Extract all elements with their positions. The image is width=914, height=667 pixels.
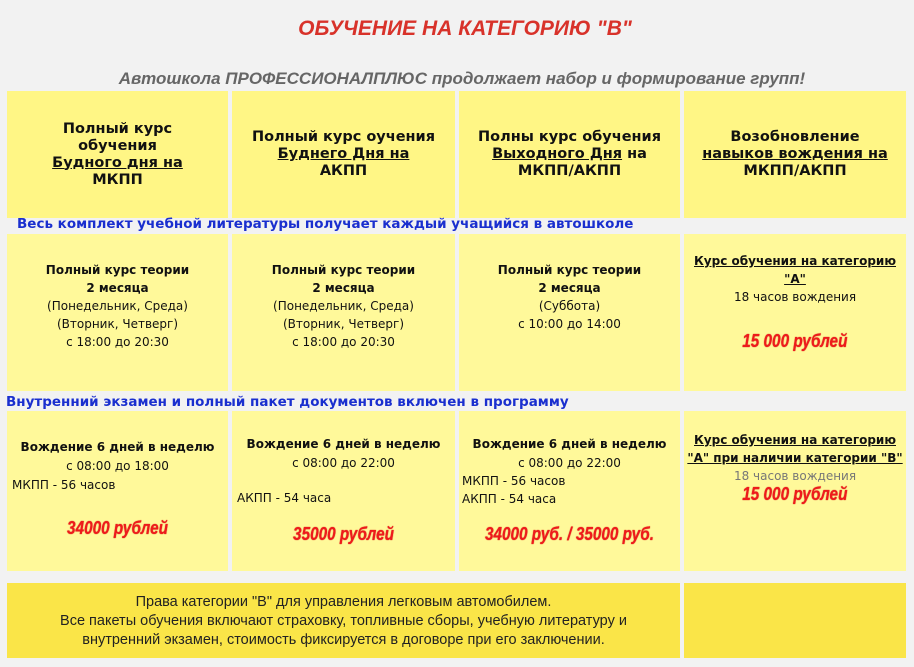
refresh-cell-2 xyxy=(684,411,906,571)
driving-time: с 08:00 до 22:00 xyxy=(292,456,395,470)
banner-exam: Внутренний экзамен и полный пакет документов включен в программу xyxy=(6,394,569,410)
header-text: Полны курс обучения xyxy=(477,129,662,145)
theory-time: с 18:00 до 20:30 xyxy=(66,335,169,349)
theory-days: (Вторник, Четверг) xyxy=(56,317,179,331)
footer-empty-cell xyxy=(684,583,906,658)
header-refresh xyxy=(684,91,906,218)
driving-hours: МКПП - 56 часов xyxy=(462,474,566,488)
driving-cell-3 xyxy=(459,411,680,571)
theory-title: Полный курс теории xyxy=(497,263,642,277)
theory-days: (Вторник, Четверг) xyxy=(282,317,405,331)
driving-price: 34000 рублей xyxy=(67,518,168,538)
header-weekday-manual xyxy=(7,91,228,218)
theory-cell-2 xyxy=(232,234,455,391)
driving-hours: АКПП - 54 часа xyxy=(237,491,332,505)
theory-cell-1 xyxy=(7,234,228,391)
refresh-course-title: Курс обучения на категорию xyxy=(694,433,896,447)
header-text: МКПП xyxy=(92,171,143,188)
driving-time: с 08:00 до 22:00 xyxy=(518,456,621,470)
header-text: обучения xyxy=(78,137,157,154)
theory-days: (Суббота) xyxy=(538,299,601,313)
theory-time: с 10:00 до 14:00 xyxy=(518,317,621,331)
refresh-price: 15 000 рублей xyxy=(742,331,848,351)
refresh-hours: 18 часов вождения xyxy=(733,469,857,483)
driving-price: 35000 рублей xyxy=(293,524,394,544)
theory-duration: 2 месяца xyxy=(312,281,375,295)
footer-line: Все пакеты обучения включают страховку, топливные сборы, учебную литературу и xyxy=(60,613,627,629)
driving-time: с 08:00 до 18:00 xyxy=(66,459,169,473)
refresh-course-category: "А" при наличии категории "В" xyxy=(687,451,903,465)
driving-price: 34000 руб. / 35000 руб. xyxy=(484,524,655,544)
page-subtitle: Автошкола ПРОФЕССИОНАЛПЛЮС продолжает набор и формирование групп! xyxy=(118,69,806,88)
header-text: Полный курс оучения xyxy=(251,129,436,145)
header-text: Полный курс xyxy=(62,120,173,137)
theory-days: (Понедельник, Среда) xyxy=(273,299,414,313)
header-text xyxy=(492,146,647,163)
header-weekday-auto xyxy=(232,91,455,218)
refresh-cell-1 xyxy=(684,234,906,391)
theory-cell-3 xyxy=(459,234,680,391)
header-text: МКПП/АКПП xyxy=(517,163,622,179)
header-text-underlined: Выходного Дня xyxy=(492,146,623,162)
header-text: АКПП xyxy=(319,163,368,179)
header-text: Будного дня на xyxy=(52,154,183,171)
theory-title: Полный курс теории xyxy=(45,263,190,277)
driving-title: Вождение 6 дней в неделю xyxy=(246,437,441,451)
header-text: на xyxy=(622,146,647,162)
refresh-course-category: "А" xyxy=(784,272,806,286)
header-text: Буднего Дня на xyxy=(277,146,410,162)
driving-title: Вождение 6 дней в неделю xyxy=(20,440,215,454)
theory-duration: 2 месяца xyxy=(86,281,149,295)
theory-days: (Понедельник, Среда) xyxy=(47,299,188,313)
driving-cell-2 xyxy=(232,411,455,571)
refresh-course-title: Курс обучения на категорию xyxy=(694,254,896,268)
banner-literature: Весь комплект учебной литературы получает каждый учащийся в автошколе xyxy=(17,216,634,232)
refresh-price: 15 000 рублей xyxy=(742,484,848,504)
driving-cell-1 xyxy=(7,411,228,571)
header-weekend xyxy=(459,91,680,218)
header-text: Возобновление xyxy=(730,129,860,145)
theory-title: Полный курс теории xyxy=(271,263,416,277)
header-text: МКПП/АКПП xyxy=(743,163,847,179)
driving-title: Вождение 6 дней в неделю xyxy=(472,437,667,451)
theory-duration: 2 месяца xyxy=(538,281,601,295)
footer-line: внутренний экзамен, стоимость фиксируется в договоре при его заключении. xyxy=(82,632,605,648)
footer-line: Права категории "В" для управления легковым автомобилем. xyxy=(135,594,552,610)
theory-time: с 18:00 до 20:30 xyxy=(292,335,395,349)
refresh-hours: 18 часов вождения xyxy=(733,290,857,304)
header-text: навыков вождения на xyxy=(702,146,888,162)
page-title: ОБУЧЕНИЕ НА КАТЕГОРИЮ "В" xyxy=(298,17,632,40)
footer-info xyxy=(7,583,680,658)
driving-hours: АКПП - 54 часа xyxy=(462,492,557,506)
driving-hours: МКПП - 56 часов xyxy=(12,478,116,492)
